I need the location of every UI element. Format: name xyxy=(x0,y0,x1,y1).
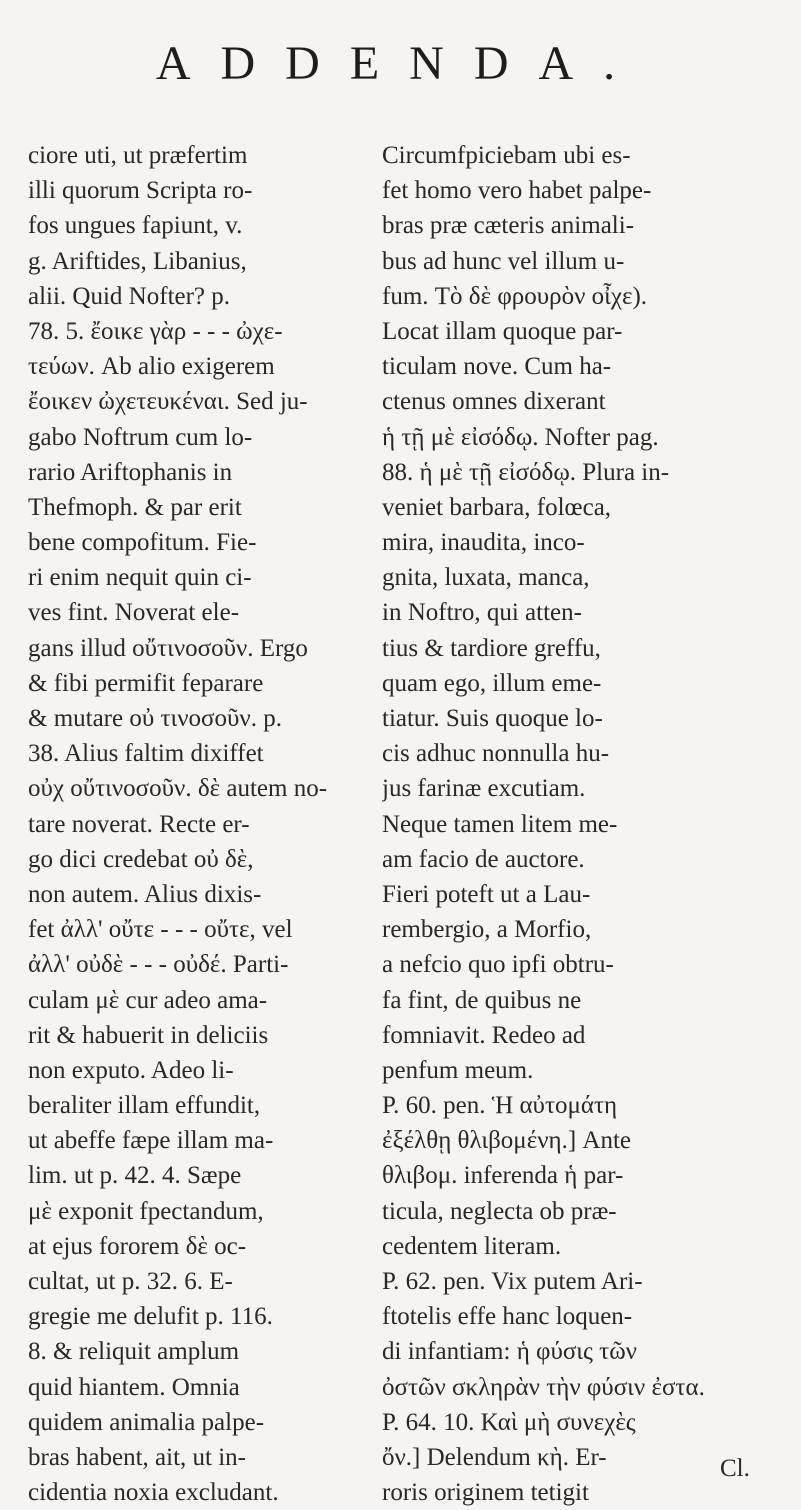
text-line: cedentem literam. xyxy=(382,1232,562,1260)
text-line: beraliter illam effundit, xyxy=(28,1092,261,1120)
text-line: Circumfpiciebam ubi es- xyxy=(382,142,631,169)
text-line: Locat illam quoque par- xyxy=(382,317,623,345)
text-line: ves fint. Noverat ele- xyxy=(28,599,240,627)
text-line: go dici credebat οὐ δὲ, xyxy=(28,845,254,873)
text-line: fomniavit. Redeo ad xyxy=(382,1021,586,1049)
text-line: ciore uti, ut præfertim xyxy=(28,142,248,169)
text-line: fum. Τὸ δὲ φρουρὸν οἶχε). xyxy=(382,282,648,310)
text-line: μὲ exponit fpectandum, xyxy=(28,1197,264,1225)
catchword: Cl. xyxy=(720,1455,750,1482)
text-line: ut abeffe fæpe illam ma- xyxy=(28,1127,274,1155)
text-line: bras præ cæteris animali- xyxy=(382,212,635,240)
text-line: veniet barbara, folœca, xyxy=(382,493,612,521)
text-line: gabo Noftrum cum lo- xyxy=(28,423,253,451)
text-line: g. Ariftides, Libanius, xyxy=(28,247,247,275)
text-line: ticulam nove. Cum ha- xyxy=(382,353,612,381)
text-line: fos ungues fapiunt, v. xyxy=(28,212,243,240)
text-line: mira, inaudita, inco- xyxy=(382,529,585,557)
text-line: tare noverat. Recte er- xyxy=(28,810,250,838)
text-line: at ejus fororem δὲ oc- xyxy=(28,1232,247,1260)
text-line: di infantiam: ἡ φύσις τῶν xyxy=(382,1338,637,1366)
left-column xyxy=(28,138,346,1510)
text-line: ticula, neglecta ob præ- xyxy=(382,1197,617,1225)
text-line: bus ad hunc vel illum u- xyxy=(382,247,625,275)
text-line: οὐχ οὔτινοσοῦν. δὲ autem no- xyxy=(28,775,328,803)
text-line: a nefcio quo ipfi obtru- xyxy=(382,951,614,979)
text-line: in Noftro, qui atten- xyxy=(382,599,582,627)
text-line: P. 60. pen. Ἡ αὐτομάτη xyxy=(382,1092,618,1120)
text-line: gnita, luxata, manca, xyxy=(382,564,590,592)
text-line: P. 62. pen. Vix putem Ari- xyxy=(382,1268,643,1295)
text-line: roris originem tetigit xyxy=(382,1479,589,1507)
text-line: Fieri poteft ut a Lau- xyxy=(382,880,591,908)
text-line: θλιβομ. inferenda ἡ par- xyxy=(382,1162,624,1190)
text-line: bras habent, ait, ut in- xyxy=(28,1443,246,1471)
text-line: ftotelis effe hanc loquen- xyxy=(382,1303,633,1331)
text-line: cis adhuc nonnulla hu- xyxy=(382,740,610,768)
text-line: illi quorum Scripta ro- xyxy=(28,177,253,205)
text-line: fet ἀλλ' οὔτε - - - οὔτε, vel xyxy=(28,916,293,944)
text-line: tiatur. Suis quoque lo- xyxy=(382,705,603,732)
text-line: tius & tardiore greffu, xyxy=(382,634,601,662)
text-line: ὀστῶν σκληρὰν τὴν φύσιν ἐστα. xyxy=(382,1373,705,1401)
text-line: ἡ τῇ μὲ εἰσόδῳ. Nofter pag. xyxy=(382,423,659,451)
text-line: ἔοικεν ὠχετευκέναι. Sed ju- xyxy=(28,388,308,416)
text-line: 88. ἡ μὲ τῇ εἰσόδῳ. Plura in- xyxy=(382,458,670,486)
text-line: 78. 5. ἔοικε γὰρ - - - ὠχε- xyxy=(28,317,283,345)
text-line: & fibi permifit feparare xyxy=(28,669,264,697)
text-line: τεύων. Ab alio exigerem xyxy=(28,353,275,381)
text-line: & mutare οὐ τινοσοῦν. p. xyxy=(28,705,282,732)
text-line: Neque tamen litem me- xyxy=(382,810,618,838)
text-line: rembergio, a Morfio, xyxy=(382,916,592,944)
text-line: cultat, ut p. 32. 6. E- xyxy=(28,1268,233,1295)
text-line: culam μὲ cur adeo ama- xyxy=(28,986,268,1014)
text-line: non autem. Alius dixis- xyxy=(28,880,262,908)
text-line: fa fint, de quibus ne xyxy=(382,986,582,1014)
text-line: am facio de auctore. xyxy=(382,845,585,873)
text-line: 38. Alius faltim dixiffet xyxy=(28,740,264,768)
text-line: gregie me delufit p. 116. xyxy=(28,1303,273,1331)
text-line: fet homo vero habet palpe- xyxy=(382,177,652,205)
text-line: cidentia noxia excludant. xyxy=(28,1479,279,1507)
running-head: ADDENDA. xyxy=(155,37,646,90)
text-line: rit & habuerit in deliciis xyxy=(28,1021,269,1049)
text-line: bene compofitum. Fie- xyxy=(28,529,257,557)
text-line: 8. & reliquit amplum xyxy=(28,1338,240,1366)
text-line: rario Ariftophanis in xyxy=(28,458,233,486)
text-line: penfum meum. xyxy=(382,1056,534,1084)
text-line: gans illud οὔτινοσοῦν. Ergo xyxy=(28,634,308,662)
text-line: ἀλλ' οὐδὲ - - - οὐδέ. Parti- xyxy=(28,951,289,979)
text-line: P. 64. 10. Καὶ μὴ συνεχὲς xyxy=(382,1408,636,1436)
text-line: alii. Quid Nofter? p. xyxy=(28,282,231,310)
text-line: quidem animalia palpe- xyxy=(28,1408,265,1436)
text-line: ὄν.] Delendum κὴ. Er- xyxy=(382,1443,607,1471)
right-column xyxy=(382,138,754,1510)
text-line: non exputo. Adeo li- xyxy=(28,1056,234,1084)
text-line: ri enim nequit quin ci- xyxy=(28,564,252,592)
text-line: quid hiantem. Omnia xyxy=(28,1373,240,1401)
text-line: quam ego, illum eme- xyxy=(382,669,602,697)
text-line: lim. ut p. 42. 4. Sæpe xyxy=(28,1162,242,1190)
text-line: ἐξέλθῃ θλιβομένη.] Ante xyxy=(382,1127,631,1155)
text-line: ctenus omnes dixerant xyxy=(382,388,606,416)
text-line: jus farinæ excutiam. xyxy=(382,775,586,803)
text-line: Thefmoph. & par erit xyxy=(28,493,242,521)
